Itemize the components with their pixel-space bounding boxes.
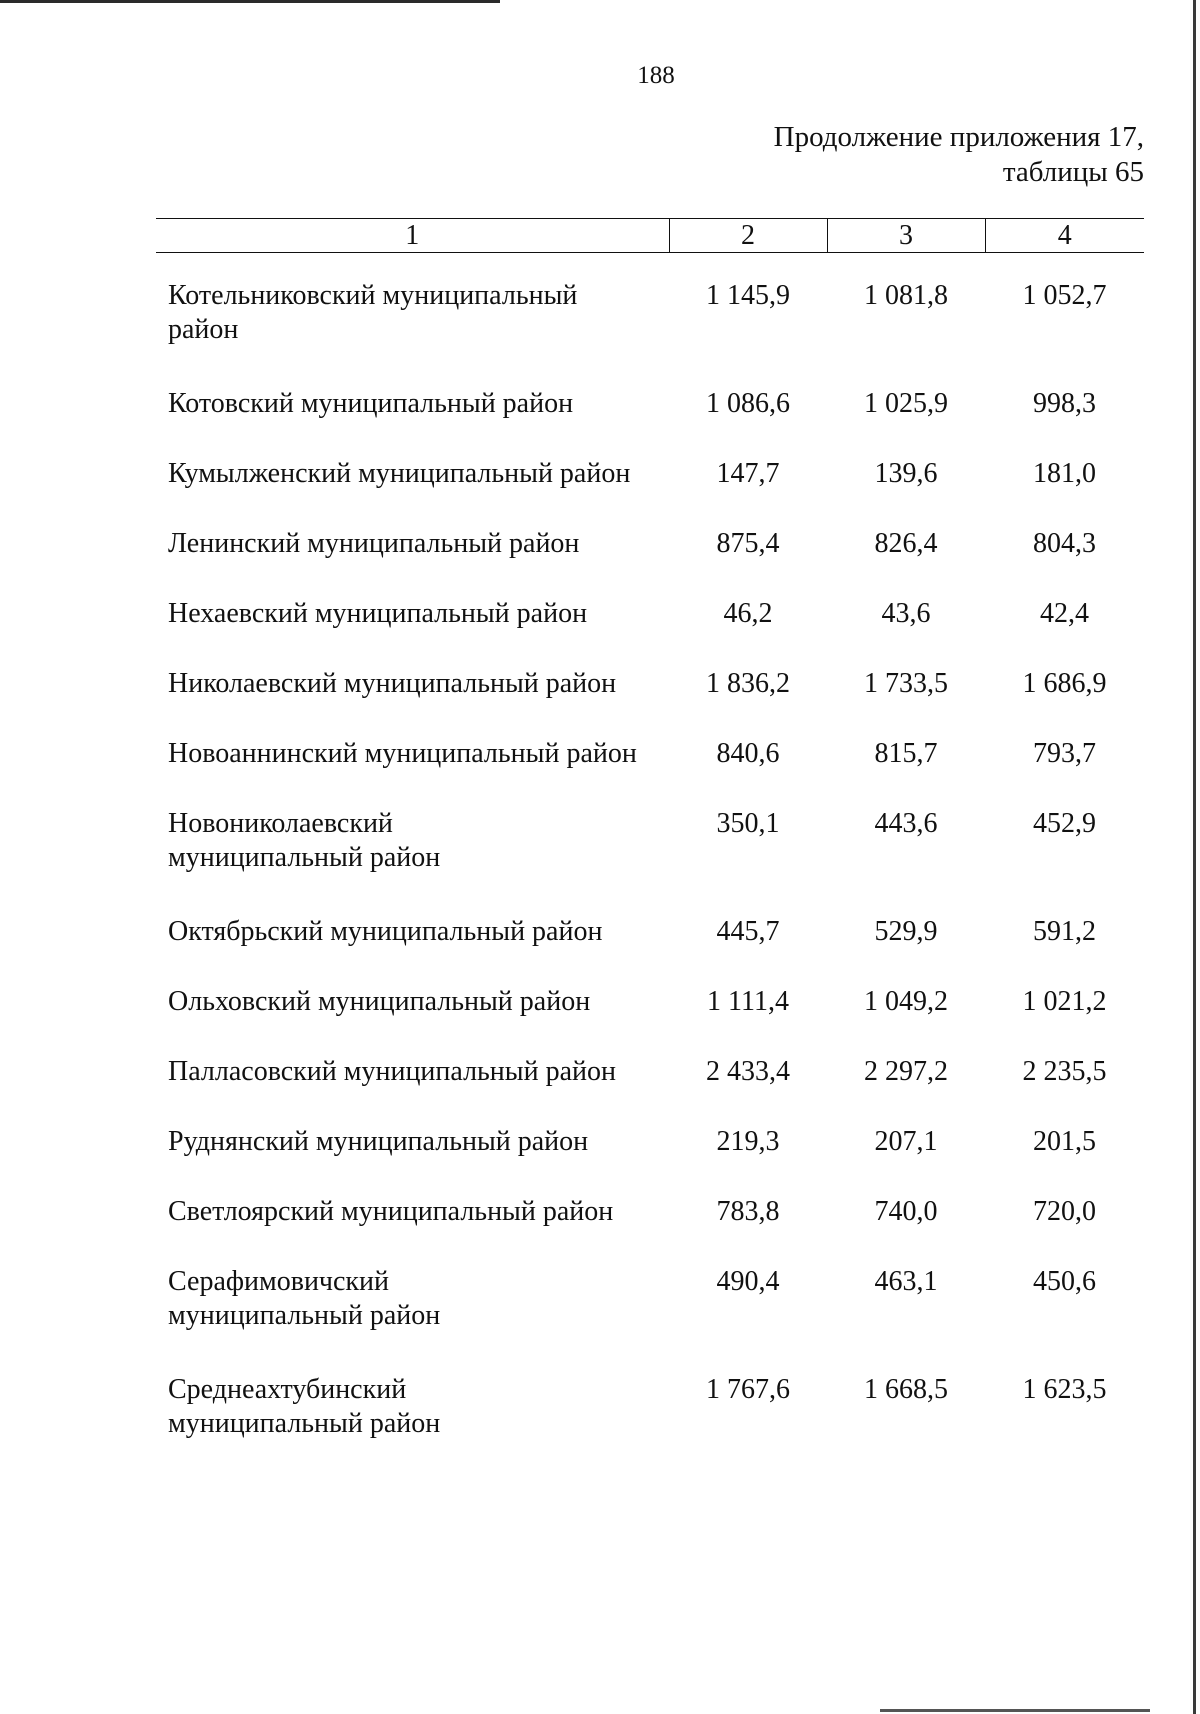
header-col-4: 4 [985, 219, 1144, 253]
scan-edge-bottom [880, 1709, 1150, 1712]
value-col-4-cell: 450,6 [1033, 1266, 1096, 1297]
continuation-line-2: таблицы 65 [1002, 156, 1144, 188]
district-name-cell: Новоаннинский муниципальный район [168, 738, 637, 769]
value-col-3-cell: 43,6 [881, 598, 931, 629]
value-col-2-cell: 350,1 [716, 808, 780, 839]
table-body [156, 253, 1144, 1482]
value-col-3-cell: 1 733,5 [864, 668, 948, 699]
table-row [156, 387, 1144, 457]
district-name-cell: Ольховский муниципальный район [168, 986, 591, 1017]
value-col-2-cell: 783,8 [716, 1196, 780, 1227]
district-name-cell: Нехаевский муниципальный район [168, 598, 588, 629]
value-col-4-cell: 591,2 [1033, 916, 1096, 947]
value-col-2-cell: 1 145,9 [706, 280, 790, 311]
value-col-2-cell: 1 086,6 [706, 388, 790, 419]
value-col-3-cell: 740,0 [874, 1196, 938, 1227]
value-col-4-cell: 1 052,7 [1022, 280, 1107, 311]
value-col-3-cell: 1 668,5 [864, 1374, 948, 1405]
district-name-cell: Среднеахтубинский муниципальный район [168, 1374, 441, 1439]
header-col-3: 3 [827, 219, 985, 253]
value-col-2-cell: 2 433,4 [706, 1056, 790, 1087]
value-col-4-cell: 793,7 [1033, 738, 1096, 769]
district-name-cell: Котовский муниципальный район [168, 388, 574, 419]
value-col-2-cell: 147,7 [716, 458, 780, 489]
data-table [156, 218, 1144, 1481]
scan-edge-right [1193, 0, 1196, 1714]
value-col-4-cell: 998,3 [1033, 388, 1096, 419]
value-col-2-cell: 1 767,6 [706, 1374, 790, 1405]
table-header [156, 219, 1144, 253]
value-col-2-cell: 490,4 [716, 1266, 780, 1297]
scan-edge-top [0, 0, 500, 3]
table-row [156, 1195, 1144, 1265]
district-name-cell: Палласовский муниципальный район [168, 1056, 616, 1087]
district-name-cell: Руднянский муниципальный район [168, 1126, 589, 1157]
header-col-2: 2 [669, 219, 827, 253]
value-col-3-cell: 1 025,9 [864, 388, 948, 419]
table-row [156, 597, 1144, 667]
value-col-4-cell: 1 623,5 [1022, 1374, 1107, 1405]
table-row [156, 667, 1144, 737]
table-row [156, 253, 1144, 388]
district-name-cell: Кумылженский муниципальный район [168, 458, 631, 489]
value-col-3-cell: 207,1 [874, 1126, 938, 1157]
table-row [156, 527, 1144, 597]
district-name-cell: Новониколаевский муниципальный район [168, 808, 441, 873]
value-col-3-cell: 139,6 [874, 458, 938, 489]
value-col-2-cell: 219,3 [716, 1126, 780, 1157]
value-col-4-cell: 181,0 [1033, 458, 1096, 489]
value-col-2-cell: 445,7 [716, 916, 780, 947]
table-row [156, 1265, 1144, 1373]
value-col-4-cell: 1 021,2 [1022, 986, 1107, 1017]
table-row [156, 1125, 1144, 1195]
value-col-3-cell: 826,4 [874, 528, 938, 559]
value-col-4-cell: 1 686,9 [1022, 668, 1107, 699]
district-name-cell: Серафимовичский муниципальный район [168, 1266, 441, 1331]
value-col-4-cell: 452,9 [1033, 808, 1096, 839]
value-col-4-cell: 201,5 [1033, 1126, 1096, 1157]
district-name-cell: Ленинский муниципальный район [168, 528, 580, 559]
value-col-3-cell: 1 081,8 [864, 280, 948, 311]
district-name-cell: Светлоярский муниципальный район [168, 1196, 614, 1227]
value-col-4-cell: 2 235,5 [1022, 1056, 1107, 1087]
table-row [156, 1373, 1144, 1481]
value-col-2-cell: 1 836,2 [706, 668, 790, 699]
district-name-cell: Октябрьский муниципальный район [168, 916, 603, 947]
value-col-2-cell: 1 111,4 [707, 986, 789, 1017]
district-name-cell: Котельниковский муниципальный район [168, 280, 578, 345]
value-col-4-cell: 804,3 [1033, 528, 1096, 559]
value-col-4-cell: 42,4 [1040, 598, 1089, 629]
value-col-3-cell: 2 297,2 [864, 1056, 948, 1087]
table-row [156, 985, 1144, 1055]
value-col-2-cell: 840,6 [716, 738, 780, 769]
value-col-3-cell: 815,7 [874, 738, 938, 769]
page-number: 188 [637, 62, 675, 89]
table-row [156, 737, 1144, 807]
value-col-3-cell: 443,6 [874, 808, 938, 839]
value-col-3-cell: 529,9 [874, 916, 938, 947]
value-col-3-cell: 463,1 [874, 1266, 938, 1297]
table-row [156, 457, 1144, 527]
continuation-line-1: Продолжение приложения 17, [773, 121, 1144, 153]
district-name-cell: Николаевский муниципальный район [168, 668, 617, 699]
value-col-3-cell: 1 049,2 [864, 986, 948, 1017]
value-col-2-cell: 46,2 [723, 598, 773, 629]
value-col-2-cell: 875,4 [716, 528, 780, 559]
table-row [156, 1055, 1144, 1125]
header-col-1: 1 [156, 219, 669, 253]
table-row [156, 915, 1144, 985]
value-col-4-cell: 720,0 [1033, 1196, 1096, 1227]
continuation-caption [544, 120, 1144, 190]
table-row [156, 807, 1144, 915]
